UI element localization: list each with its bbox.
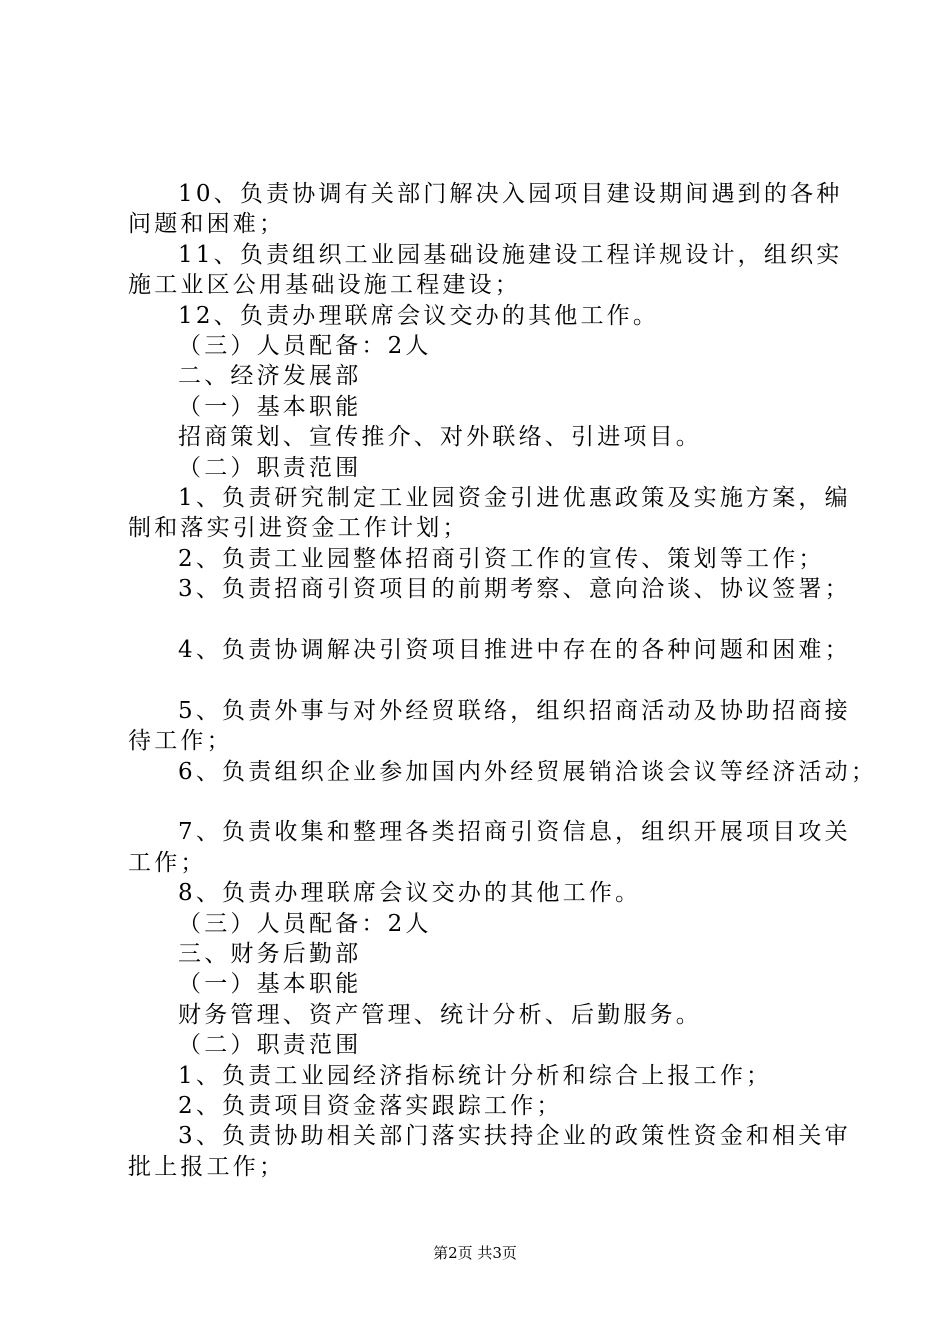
text-line: 制和落实引进资金工作计划； (128, 515, 469, 541)
section-subheading: （二）职责范围 (178, 1032, 362, 1058)
text-line: 8、负责办理联席会议交办的其他工作。 (178, 880, 642, 906)
section-heading: 三、财务后勤部 (178, 941, 362, 967)
text-line: 11、负责组织工业园基础设施建设工程详规设计，组织实 (178, 242, 843, 268)
text-line: 问题和困难； (128, 211, 286, 237)
text-line: 工作； (128, 850, 207, 876)
text-line: 6、负责组织企业参加国内外经贸展销洽谈会议等经济活动； (178, 759, 878, 785)
section-subheading: （一）基本职能 (178, 971, 362, 997)
text-line: 1、负责工业园经济指标统计分析和综合上报工作； (178, 1063, 773, 1089)
text-line: 1、负责研究制定工业园资金引进优惠政策及实施方案，编 (178, 485, 851, 511)
text-line: 2、负责项目资金落实跟踪工作； (178, 1093, 563, 1119)
text-line: 待工作； (128, 728, 233, 754)
text-line: 5、负责外事与对外经贸联络，组织招商活动及协助招商接 (178, 698, 851, 724)
section-subheading: （一）基本职能 (178, 394, 362, 420)
text-line: 4、负责协调解决引资项目推进中存在的各种问题和困难； (178, 637, 851, 663)
text-line: 施工业区公用基础设施工程建设； (128, 272, 521, 298)
text-line: 批上报工作； (128, 1154, 286, 1180)
section-subheading: （三）人员配备：2人 (178, 911, 432, 937)
text-line: 3、负责招商引资项目的前期考察、意向洽谈、协议签署； (178, 576, 851, 602)
text-line: 3、负责协助相关部门落实扶持企业的政策性资金和相关审 (178, 1123, 851, 1149)
text-line: 7、负责收集和整理各类招商引资信息，组织开展项目攻关 (178, 819, 851, 845)
section-subheading: （三）人员配备：2人 (178, 333, 432, 359)
page-number-footer: 第2页 共3页 (433, 1244, 517, 1262)
text-line: 12、负责办理联席会议交办的其他工作。 (178, 303, 660, 329)
section-subheading: （二）职责范围 (178, 455, 362, 481)
text-line: 财务管理、资产管理、统计分析、后勤服务。 (178, 1002, 702, 1028)
text-line: 2、负责工业园整体招商引资工作的宣传、策划等工作； (178, 546, 825, 572)
text-line: 招商策划、宣传推介、对外联络、引进项目。 (178, 424, 702, 450)
section-heading: 二、经济发展部 (178, 363, 362, 389)
text-line: 10、负责协调有关部门解决入园项目建设期间遇到的各种 (178, 181, 843, 207)
